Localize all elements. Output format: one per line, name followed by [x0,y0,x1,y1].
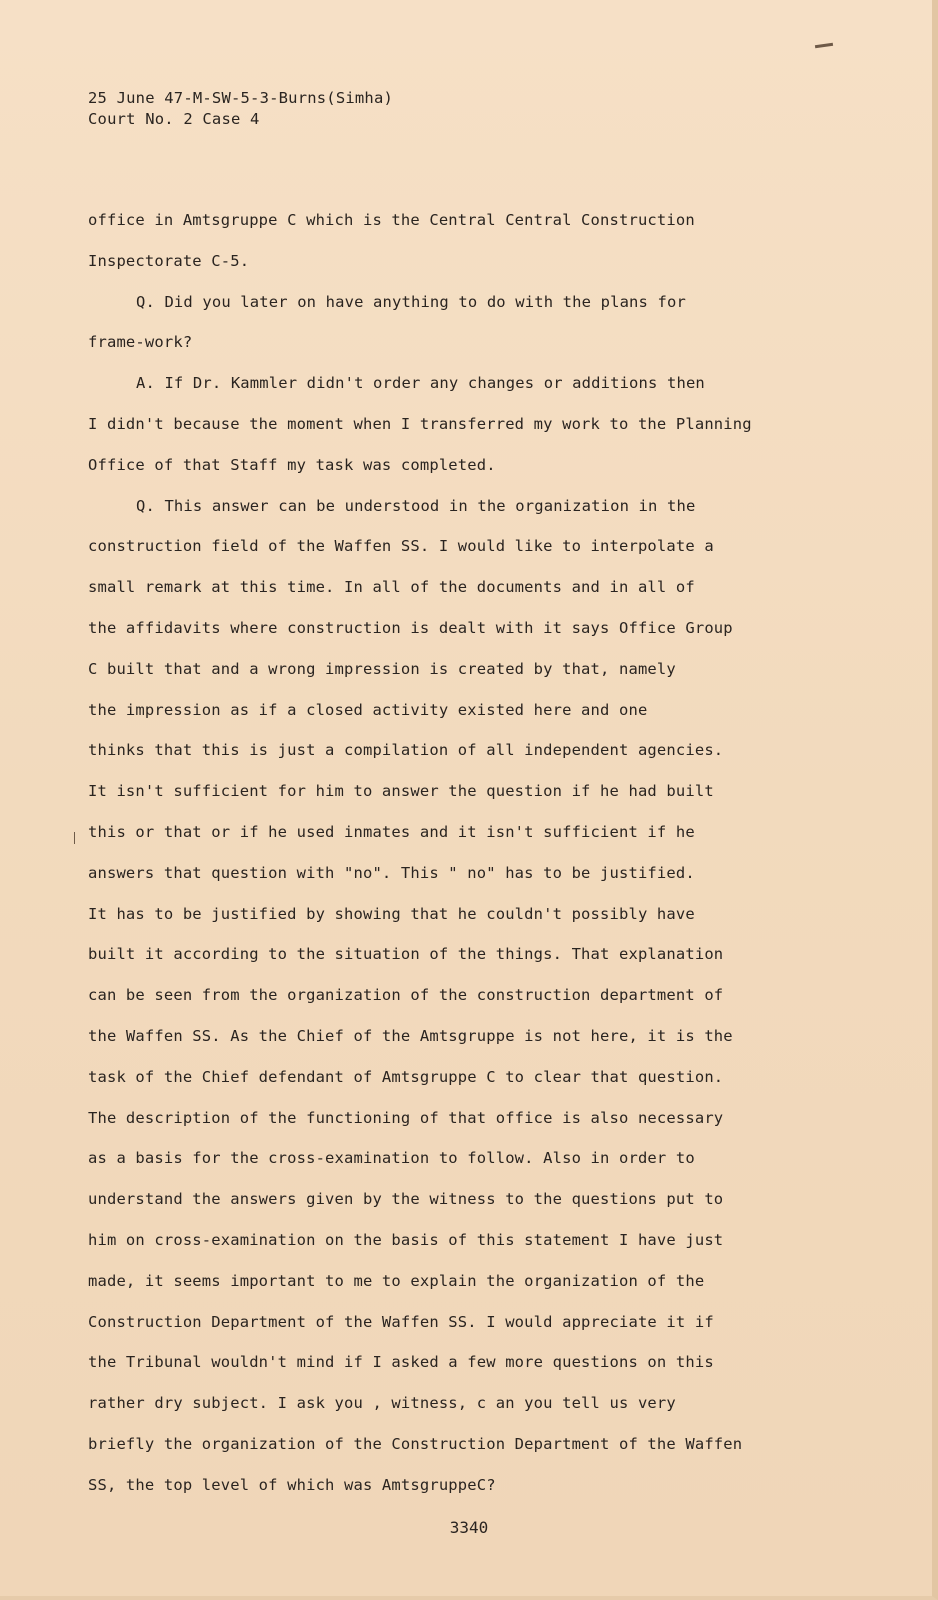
header-reference-line: 25 June 47-M-SW-5-3-Burns(Simha) [88,89,394,107]
transcript-line: made, it seems important to me to explain the organization of the [88,1271,705,1290]
transcript-line: frame-work? [88,333,193,352]
transcript-line: built it according to the situation of the things. That explanation [88,945,724,964]
transcript-line: task of the Chief defendant of Amtsgruppe C to clear that question. [88,1067,724,1086]
transcript-line: Office of that Staff my task was completed. [88,455,496,474]
transcript-line: construction field of the Waffen SS. I would like to interpolate a [88,537,714,556]
transcript-line: thinks that this is just a compilation of all independent agencies. [88,741,724,760]
transcript-line: can be seen from the organization of the construction department of [88,986,724,1005]
transcript-line: A. If Dr. Kammler didn't order any changes or additions then [136,374,705,393]
transcript-line: SS, the top level of which was AmtsgruppeC? [88,1475,496,1494]
paper-mark [74,832,75,844]
transcript-line: understand the answers given by the witness to the questions put to [88,1190,724,1209]
header-court-line: Court No. 2 Case 4 [88,110,260,128]
transcript-line: the affidavits where construction is dealt with it says Office Group [88,618,733,637]
transcript-line: office in Amtsgruppe C which is the Central Central Construction [88,211,695,229]
transcript-line: The description of the functioning of that office is also necessary [88,1108,724,1127]
transcript-line: him on cross-examination on the basis of this statement I have just [88,1230,724,1249]
transcript-line: the Waffen SS. As the Chief of the Amtsgruppe is not here, it is the [88,1026,733,1045]
transcript-line: I didn't because the moment when I transferred my work to the Planning [88,414,752,433]
paper-mark [815,43,833,48]
document-header [88,88,393,130]
transcript-line: this or that or if he used inmates and it isn't sufficient if he [88,822,695,841]
page-number: 3340 [449,1518,489,1537]
transcript-line: Inspectorate C-5. [88,251,250,270]
transcript-line: answers that question with "no". This " no" has to be justified. [88,863,695,882]
transcript-line: briefly the organization of the Construction Department of the Waffen [88,1434,743,1453]
transcript-line: Q. Did you later on have anything to do with the plans for [136,292,686,311]
transcript-line: small remark at this time. In all of the documents and in all of [88,578,695,597]
transcript-line: as a basis for the cross-examination to follow. Also in order to [88,1149,695,1168]
transcript-line: It isn't sufficient for him to answer the question if he had built [88,782,714,801]
transcript-line: It has to be justified by showing that he couldn't possibly have [88,904,695,923]
transcript-line: the Tribunal wouldn't mind if I asked a few more questions on this [88,1353,714,1372]
transcript-line: the impression as if a closed activity existed here and one [88,700,648,719]
transcript-line: rather dry subject. I ask you , witness, c an you tell us very [88,1394,676,1413]
transcript-line: C built that and a wrong impression is created by that, namely [88,659,676,678]
transcript-body [88,206,848,1512]
transcript-line: Q. This answer can be understood in the organization in the [136,496,696,515]
transcript-line: Construction Department of the Waffen SS. I would appreciate it if [88,1312,714,1331]
